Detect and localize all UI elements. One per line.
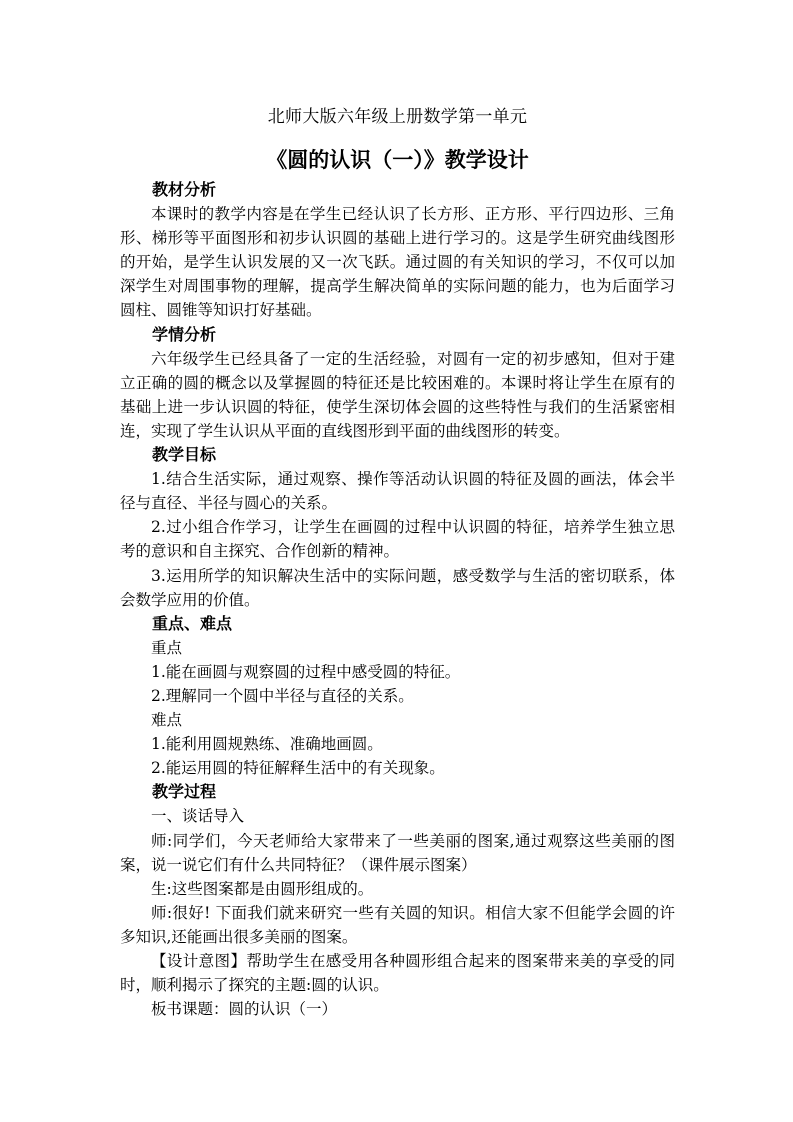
section-heading-teaching-goals: 教学目标: [152, 445, 217, 465]
paragraph: 师:很好! 下面我们就来研究一些有关圆的知识。相信大家不但能学会圆的许多知识,还能画出很多美丽的图案。: [120, 903, 675, 946]
document-subtitle: 北师大版六年级上册数学第一单元: [267, 107, 528, 127]
paragraph: 重点: [151, 638, 183, 657]
section-heading-teaching-process: 教学过程: [152, 782, 217, 802]
paragraph: 2.能运用圆的特征解释生活中的有关现象。: [151, 759, 445, 778]
paragraph: 难点: [151, 711, 183, 730]
paragraph: 六年级学生已经具备了一定的生活经验，对圆有一定的初步感知，但对于建立正确的圆的概念以及掌握圆的特征还是比较困难的。本课时将让学生在原有的基础上进一步认识圆的特征，使学生深切体会圆的这些特性与我们的生活紧密相连，实现了学生认识从平面的直线图形到平面的曲线图形的转变。: [120, 349, 675, 440]
paragraph: 板书课题：圆的认识（一）: [151, 1000, 338, 1019]
paragraph: 本课时的教学内容是在学生已经认识了长方形、正方形、平行四边形、三角形、梯形等平面图形和初步认识圆的基础上进行学习的。这是学生研究曲线图形的开始，是学生认识发展的又一次飞跃。通过圆的有关知识的学习，不仅可以加深学生对周围事物的理解，提高学生解决简单的实际问题的能力，也为后面学习圆柱、圆锥等知识打好基础。: [120, 205, 675, 320]
paragraph: 一、谈话导入: [151, 807, 245, 826]
paragraph: 1.能在画圆与观察圆的过程中感受圆的特征。: [151, 662, 461, 681]
paragraph: 1.结合生活实际，通过观察、操作等活动认识圆的特征及圆的画法，体会半径与直径、半径与圆心的关系。: [120, 470, 675, 513]
paragraph: 3.运用所学的知识解决生活中的实际问题，感受数学与生活的密切联系，体会数学应用的价值。: [120, 566, 675, 609]
paragraph: 师:同学们，今天老师给大家带来了一些美丽的图案,通过观察这些美丽的图案，说一说它们有什么共同特征？（课件展示图案）: [120, 831, 675, 874]
paragraph: 生:这些图案都是由圆形组成的。: [151, 879, 374, 898]
section-heading-textbook-analysis: 教材分析: [152, 180, 217, 199]
paragraph: 【设计意图】帮助学生在感受用各种圆形组合起来的图案带来美的享受的同时，顺利揭示了探究的主题:圆的认识。: [120, 952, 675, 995]
section-heading-key-points: 重点、难点: [152, 613, 233, 633]
document-body: [120, 178, 675, 1021]
document-title: 《圆的认识（一）》教学设计: [266, 147, 529, 172]
paragraph: 1.能利用圆规熟练、准确地画圆。: [151, 735, 383, 754]
paragraph: 2.理解同一个圆中半径与直径的关系。: [151, 686, 414, 705]
section-heading-student-analysis: 学情分析: [152, 324, 217, 344]
paragraph: 2.过小组合作学习，让学生在画圆的过程中认识圆的特征，培养学生独立思考的意识和自主探究、合作创新的精神。: [120, 518, 675, 561]
